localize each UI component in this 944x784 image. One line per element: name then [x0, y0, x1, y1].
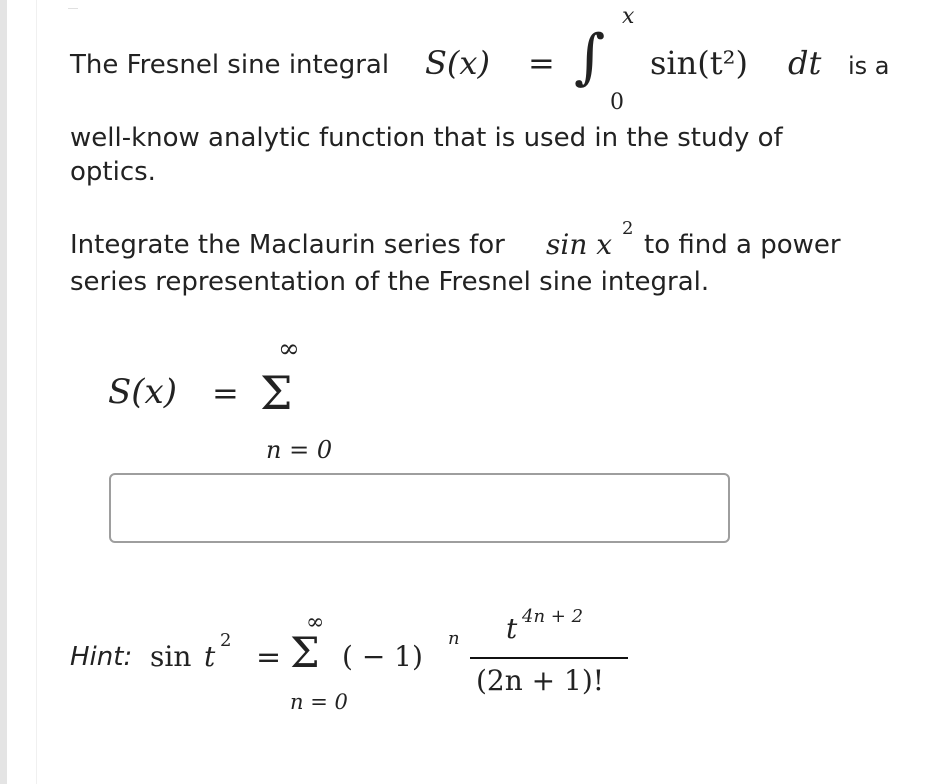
- lower-limit: 0: [610, 90, 624, 115]
- s-of-x: S(x): [425, 44, 490, 82]
- hint-sigma: Σ: [290, 628, 320, 677]
- hint-denominator: (2n + 1)!: [476, 664, 605, 697]
- answer-input[interactable]: [109, 473, 730, 543]
- hint-sign-factor: ( − 1): [342, 640, 423, 673]
- dt: dt: [788, 44, 822, 82]
- instruction-line-2: series representation of the Fresnel sine integral.: [70, 267, 710, 297]
- integrand: sin(t²): [650, 44, 748, 82]
- hint-numerator-exponent: 4n + 2: [522, 606, 584, 627]
- integral-sign: ∫: [574, 22, 606, 92]
- definition-line-3: optics.: [70, 157, 156, 187]
- answer-lower-index: n = 0: [266, 436, 333, 464]
- fresnel-definition: [70, 4, 910, 115]
- instruction-sin-expr: sin x: [546, 228, 613, 261]
- instruction-exponent: 2: [622, 218, 634, 239]
- content-edge: [36, 0, 37, 784]
- hint-t: t: [204, 640, 216, 673]
- hint-equals: =: [256, 640, 282, 675]
- left-border: [0, 0, 7, 784]
- is-a-text: is a: [848, 52, 890, 80]
- answer-infinity: ∞: [278, 334, 300, 364]
- answer-lhs: S(x): [108, 372, 177, 412]
- hint-formula: [70, 600, 690, 720]
- answer-formula: [100, 332, 400, 472]
- hint-label: Hint:: [70, 642, 133, 672]
- answer-sigma: Σ: [260, 366, 293, 420]
- hint-infinity: ∞: [306, 610, 325, 635]
- hint-numerator-t: t: [506, 612, 518, 645]
- instruction-line-1: [70, 218, 890, 268]
- instruction-part-1: Integrate the Maclaurin series for: [70, 230, 505, 260]
- hint-sign-exponent: n: [448, 628, 460, 649]
- hint-lower-index: n = 0: [290, 690, 348, 714]
- hint-fraction-bar: [470, 657, 628, 659]
- answer-equals: =: [212, 374, 239, 412]
- intro-text: The Fresnel sine integral: [70, 50, 390, 80]
- upper-limit: x: [622, 4, 635, 29]
- definition-line-2: well-know analytic function that is used in the study of: [70, 123, 783, 153]
- hint-sin: sin: [150, 640, 192, 673]
- top-tick-mark: [68, 8, 78, 9]
- hint-t-exponent: 2: [220, 630, 232, 651]
- equals-sign: =: [528, 44, 555, 82]
- instruction-part-2: to find a power: [644, 230, 841, 260]
